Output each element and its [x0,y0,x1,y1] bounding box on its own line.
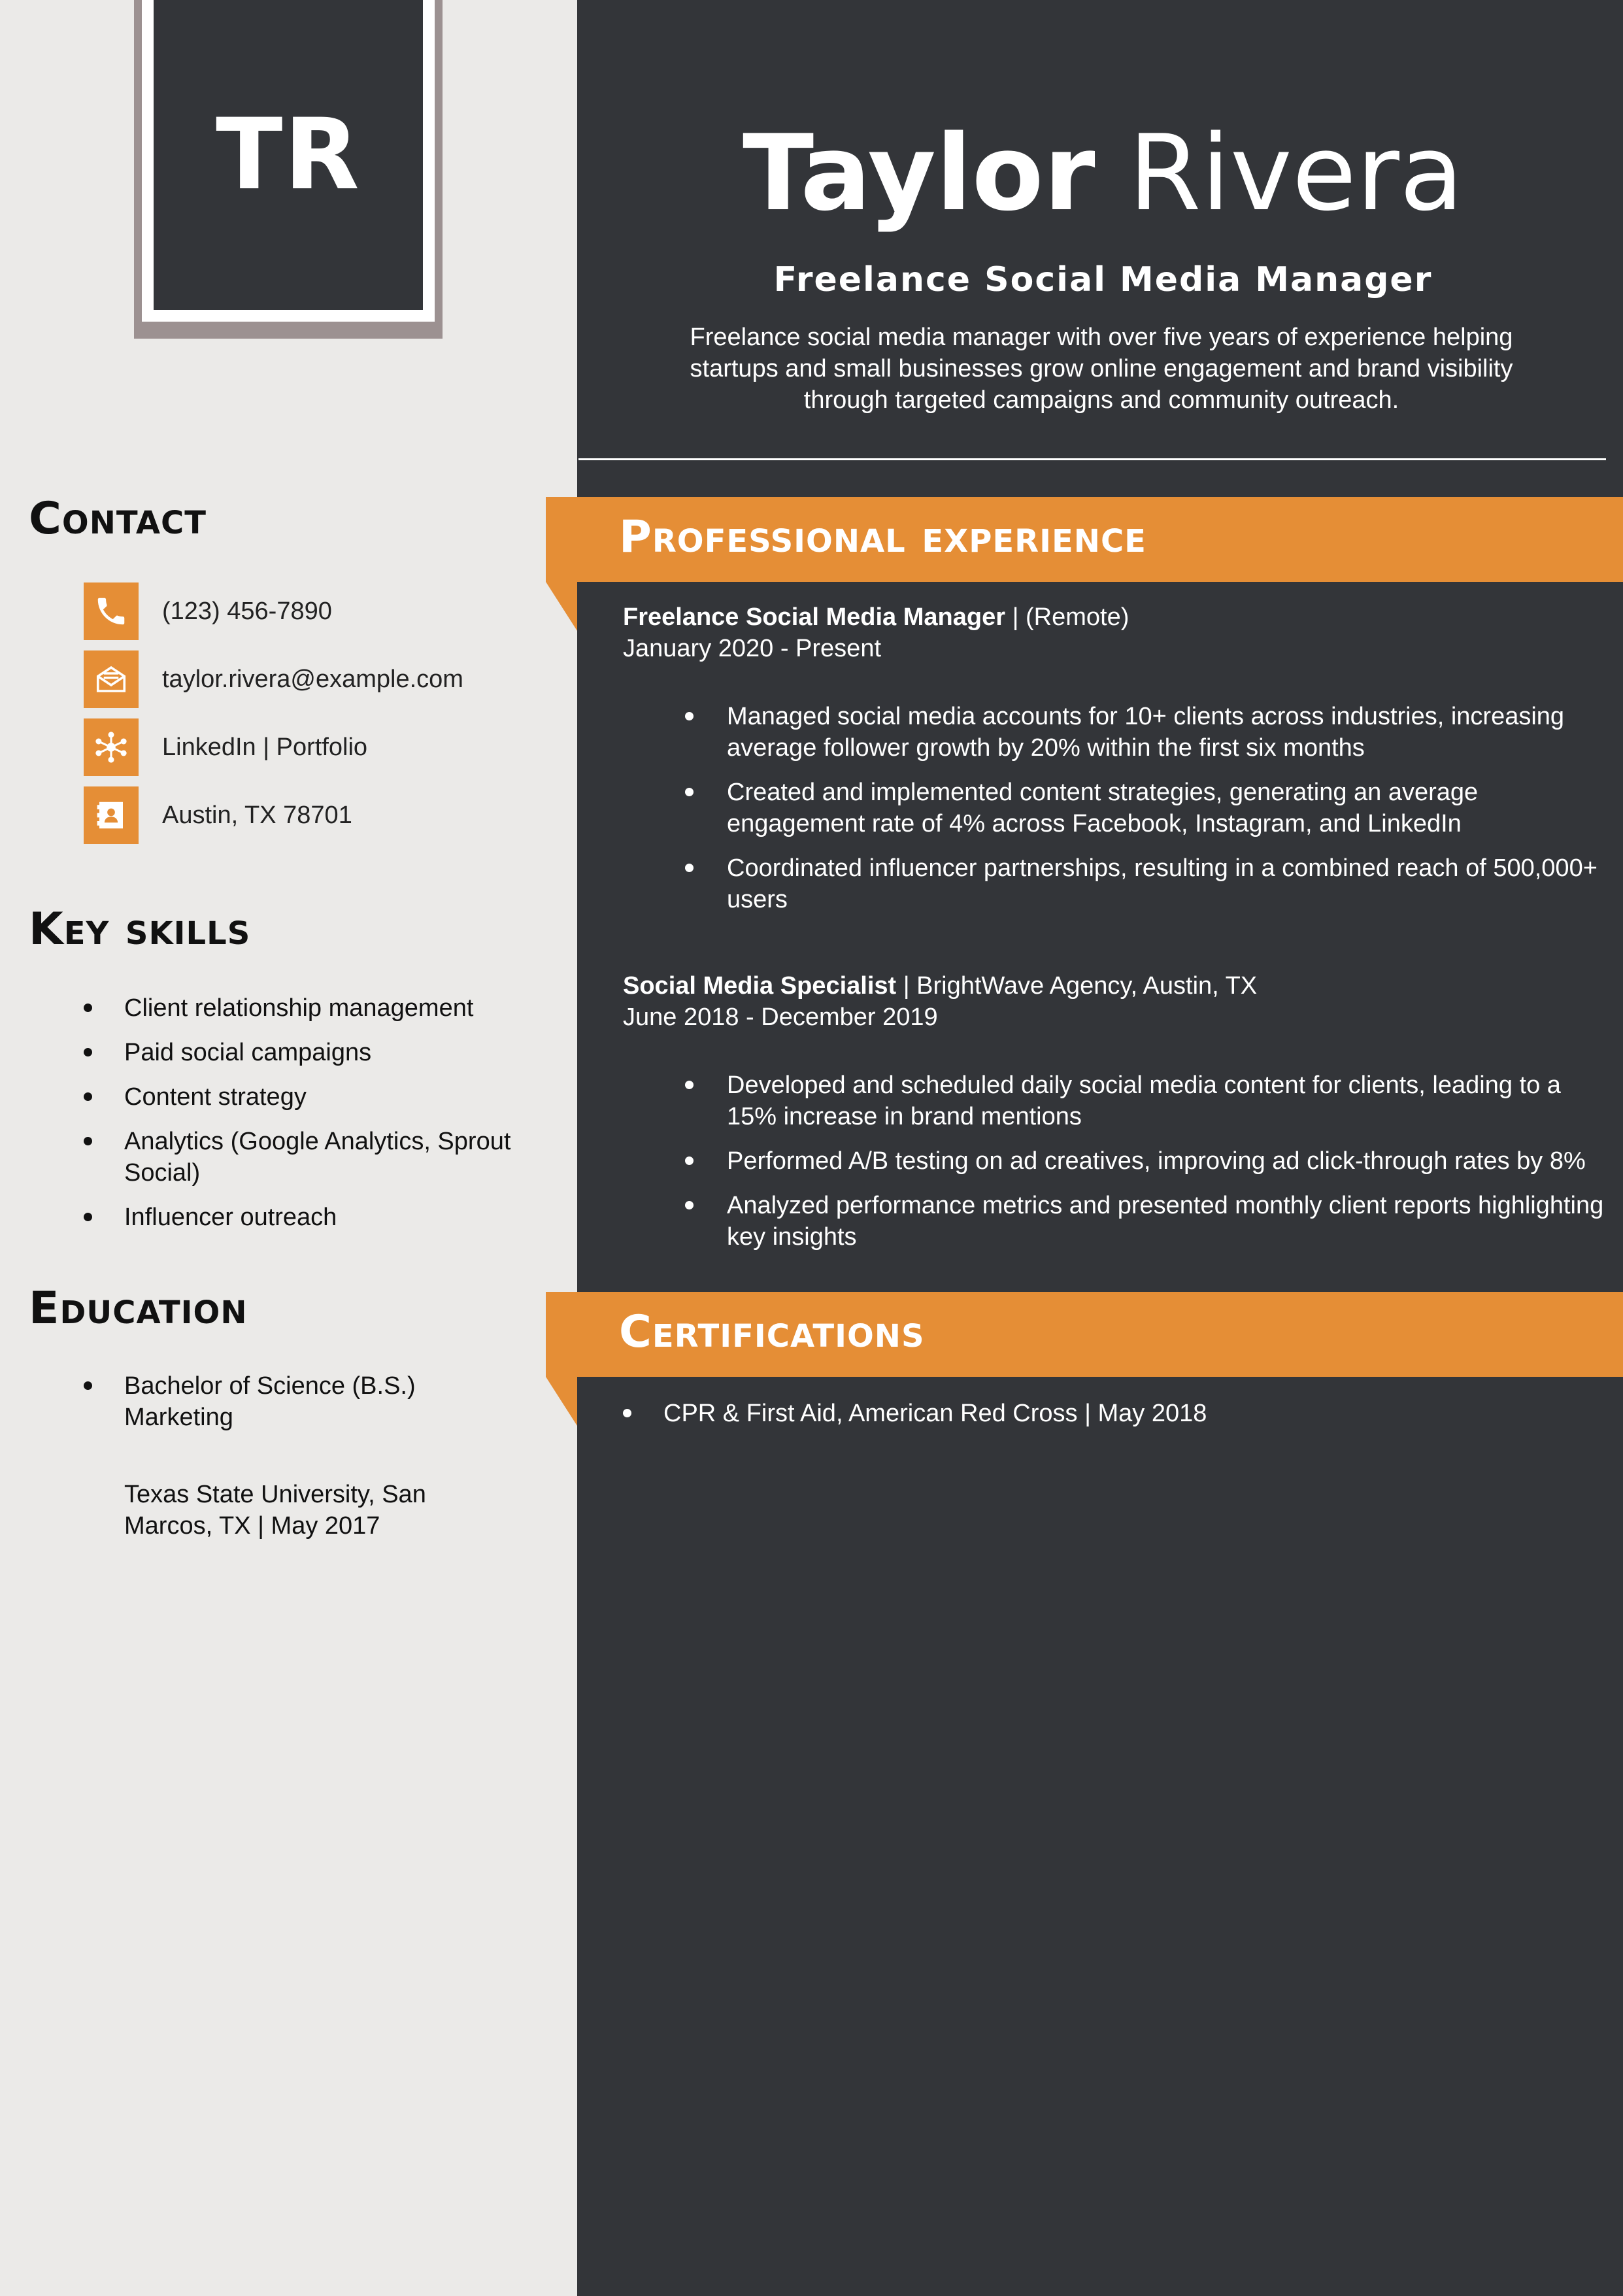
list-item: Managed social media accounts for 10+ clients across industries, increasing average follower growth by 20% within the first six months [685,701,1613,764]
job-2-bullets [685,1070,1613,1266]
network-icon [84,718,139,776]
job-1-title: Freelance Social Media Manager [623,603,1006,631]
list-item: Influencer outreach [84,1202,554,1233]
certifications-heading: Certifications [619,1306,925,1358]
contact-phone-text: (123) 456-7890 [162,597,332,625]
experience-heading: Professional experience [619,511,1146,563]
email-icon [84,650,139,708]
monogram-box [154,0,423,310]
skills-list [84,992,554,1233]
monogram-initials: TR [216,98,361,212]
list-item: Analyzed performance metrics and presented monthly client reports highlighting key insights [685,1190,1613,1253]
list-item: Analytics (Google Analytics, Sprout Social) [84,1126,516,1189]
list-item: Content strategy [84,1081,554,1113]
last-name: Rivera [1128,112,1464,234]
contact-phone[interactable] [84,582,332,640]
list-item: Performed A/B testing on ad creatives, improving ad click-through rates by 8% [685,1145,1613,1177]
list-item: Paid social campaigns [84,1037,554,1068]
contact-email-text: taylor.rivera@example.com [162,665,463,693]
experience-banner [546,497,1623,582]
education-school: Texas State University, San Marcos, TX | May 2017 [124,1481,426,1540]
job-2-title: Social Media Specialist [623,972,897,1000]
list-item: Coordinated influencer partnerships, resulting in a combined reach of 500,000+ users [685,853,1613,915]
job-title: Freelance Social Media Manager [773,260,1433,299]
certifications-banner [546,1292,1623,1377]
header-divider [578,458,1606,460]
contact-heading: Contact [29,493,207,545]
first-name: Taylor [743,112,1096,234]
job-2-title-line [623,970,1603,1002]
contact-links-text: LinkedIn | Portfolio [162,733,368,761]
contact-address[interactable] [84,786,352,844]
job-2-dates: June 2018 - December 2019 [623,1004,938,1031]
experience-banner-tail [546,582,577,631]
list-item: Client relationship management [84,992,554,1024]
contact-address-text: Austin, TX 78701 [162,801,352,829]
job-2-org: | BrightWave Agency, Austin, TX [896,972,1258,1000]
list-item: Developed and scheduled daily social media content for clients, leading to a 15% increase in brand mentions [685,1070,1613,1132]
list-item: CPR & First Aid, American Red Cross | May 2018 [623,1398,1603,1429]
certifications-list [623,1398,1603,1429]
job-1-org: | (Remote) [1005,603,1129,631]
contact-email[interactable] [84,650,463,708]
contact-links[interactable] [84,718,367,776]
sidebar-lower-fill [0,1634,577,2296]
job-1-dates: January 2020 - Present [623,635,882,662]
monogram-frame [134,0,443,339]
candidate-name [588,112,1618,234]
skills-heading: Key skills [29,903,251,955]
job-1-bullets [685,701,1613,928]
job-1-title-line [623,601,1603,633]
monogram-border [142,0,435,322]
summary-text: Freelance social media manager with over five years of experience helping startups and small businesses grow online engagement and brand visibility through targeted campaigns and community outreach. [690,324,1513,414]
phone-icon [84,582,139,640]
education-degree: Bachelor of Science (B.S.) Marketing [84,1370,450,1433]
address-card-icon [84,786,139,844]
certifications-banner-tail [546,1377,577,1426]
list-item: Created and implemented content strategies, generating an average engagement rate of 4% across Facebook, Instagram, and LinkedIn [685,777,1613,839]
education-heading: Education [29,1283,248,1334]
education-list [84,1370,450,1433]
